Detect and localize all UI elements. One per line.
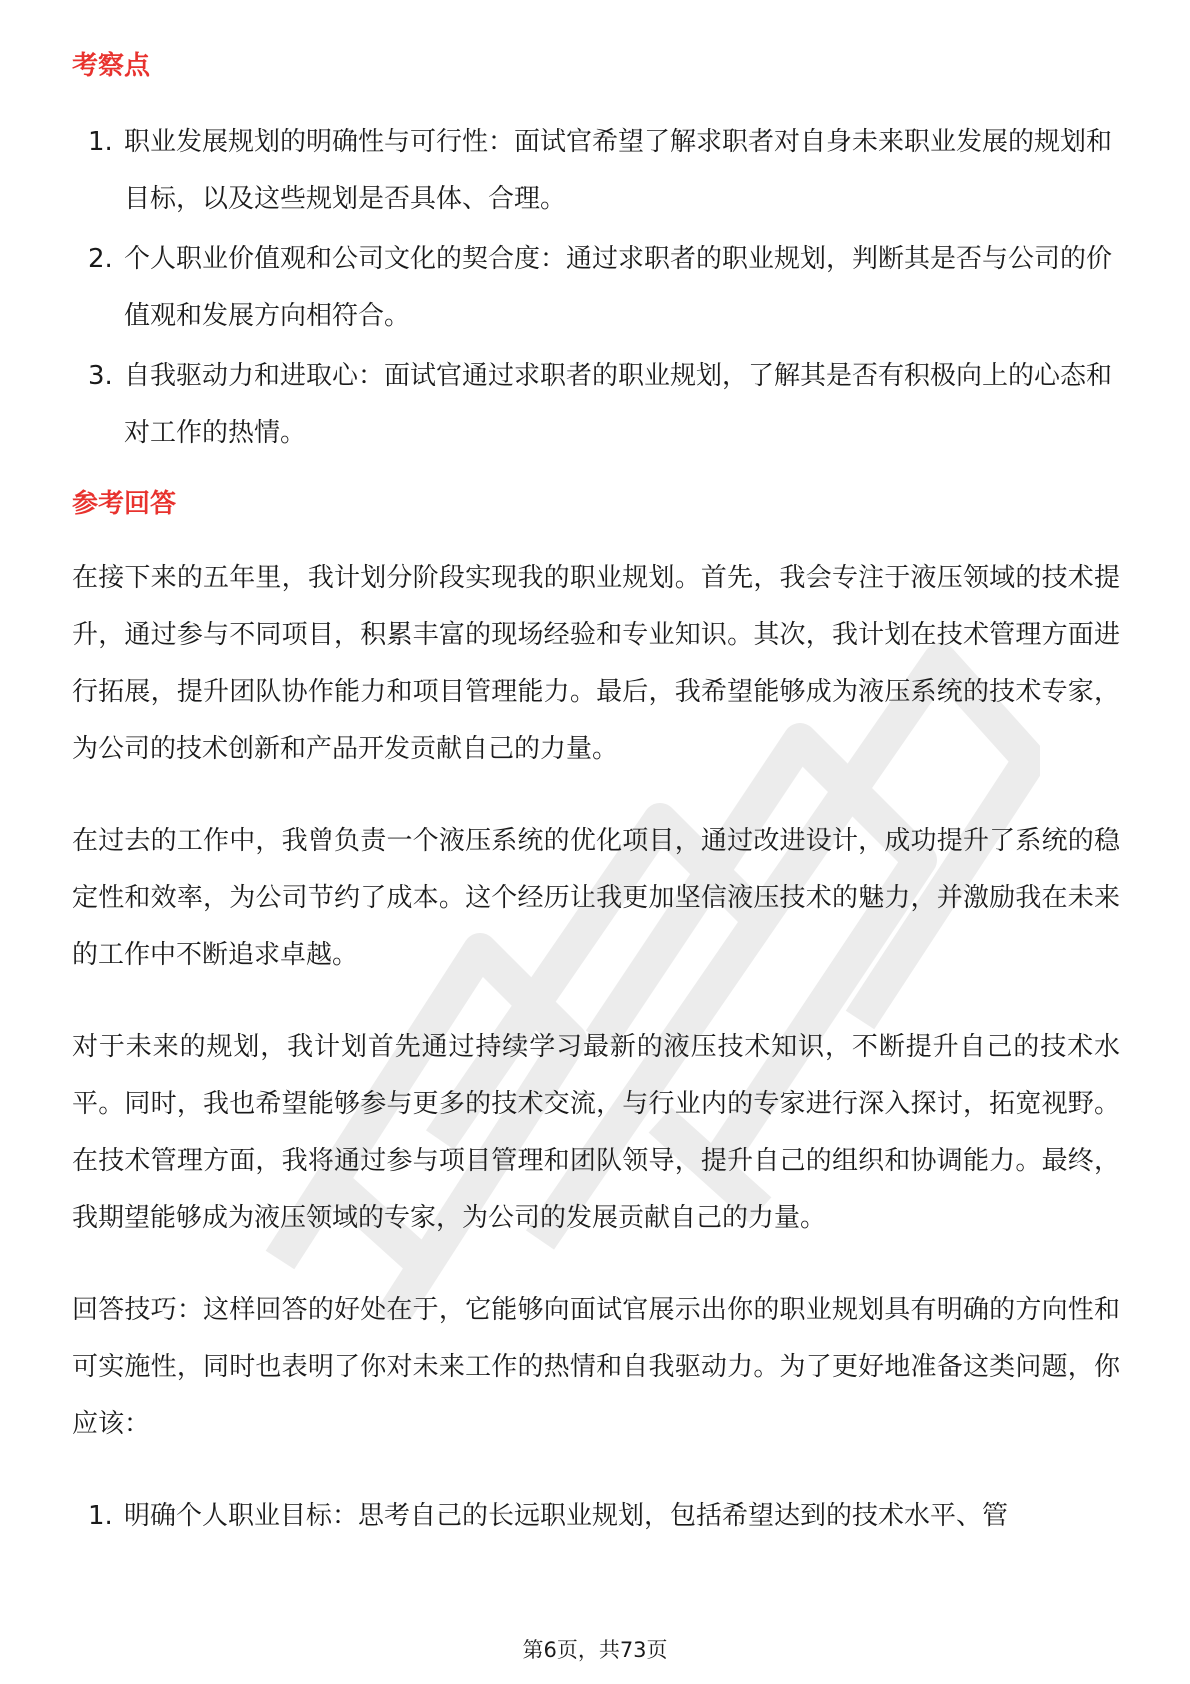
list-item-text: 个人职业价值观和公司文化的契合度：通过求职者的职业规划，判断其是否与公司的价值观和发展方向相符合。	[124, 244, 1113, 331]
tips-list	[72, 1488, 1120, 1545]
list-item-number: 2.	[88, 244, 113, 274]
answer-paragraph: 对于未来的规划，我计划首先通过持续学习最新的液压技术知识，不断提升自己的技术水平。同时，我也希望能够参与更多的技术交流，与行业内的专家进行深入探讨，拓宽视野。在技术管理方面，我将通过参与项目管理和团队领导，提升自己的组织和协调能力。最终，我期望能够成为液压领域的专家，为公司的发展贡献自己的力量。	[72, 1032, 1120, 1233]
kaochadian-list	[72, 114, 1120, 462]
section-heading-cankao: 参考回答	[72, 489, 177, 519]
page-number-footer: 第6页，共73页	[522, 1638, 668, 1662]
list-item-number: 1.	[88, 127, 113, 157]
answer-paragraph: 在接下来的五年里，我计划分阶段实现我的职业规划。首先，我会专注于液压领域的技术提升，通过参与不同项目，积累丰富的现场经验和专业知识。其次，我计划在技术管理方面进行拓展，提升团队协作能力和项目管理能力。最后，我希望能够成为液压系统的技术专家，为公司的技术创新和产品开发贡献自己的力量。	[72, 563, 1120, 764]
list-item	[72, 1488, 1120, 1545]
section-heading-kaochadian: 考察点	[72, 51, 151, 81]
main-content	[72, 46, 1120, 1548]
list-item-number: 3.	[88, 361, 113, 391]
answer-paragraph: 在过去的工作中，我曾负责一个液压系统的优化项目，通过改进设计，成功提升了系统的稳定性和效率，为公司节约了成本。这个经历让我更加坚信液压技术的魅力，并激励我在未来的工作中不断追求卓越。	[72, 826, 1120, 970]
list-item	[72, 231, 1120, 345]
answer-tips-paragraph: 回答技巧：这样回答的好处在于，它能够向面试官展示出你的职业规划具有明确的方向性和可实施性，同时也表明了你对未来工作的热情和自我驱动力。为了更好地准备这类问题，你应该：	[72, 1295, 1120, 1439]
list-item-text: 自我驱动力和进取心：面试官通过求职者的职业规划，了解其是否有积极向上的心态和对工作的热情。	[124, 361, 1113, 448]
list-item-text: 明确个人职业目标：思考自己的长远职业规划，包括希望达到的技术水平、管	[124, 1501, 1009, 1531]
list-item-text: 职业发展规划的明确性与可行性：面试官希望了解求职者对自身未来职业发展的规划和目标，以及这些规划是否具体、合理。	[124, 127, 1113, 214]
list-item	[72, 348, 1120, 462]
list-item	[72, 114, 1120, 228]
list-item-number: 1.	[88, 1501, 113, 1531]
